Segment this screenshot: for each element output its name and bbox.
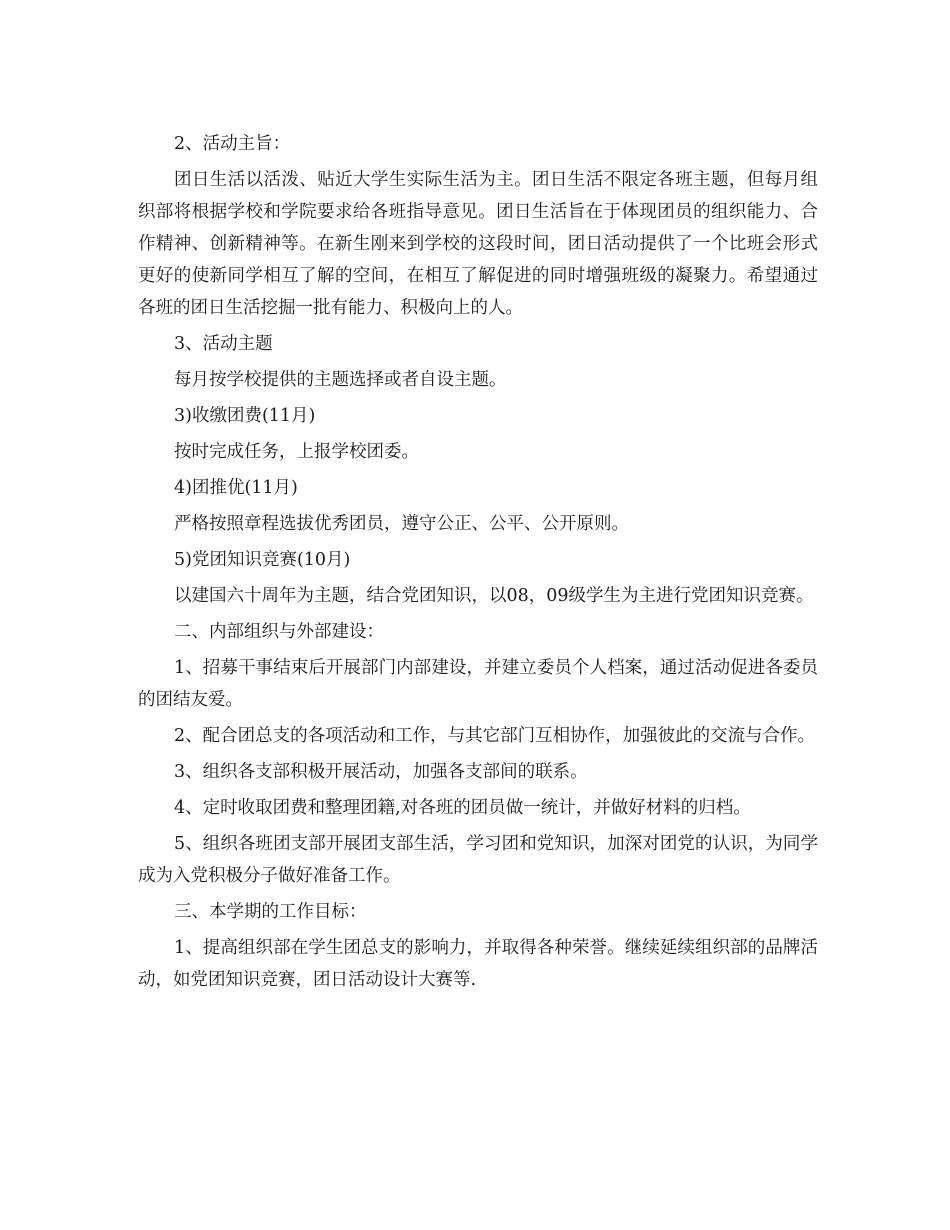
- paragraph-activity-purpose: 团日生活以活泼、贴近大学生实际生活为主。团日生活不限定各班主题，但每月组织部将根据学校和学院要求给各班指导意见。团日生活旨在于体现团员的组织能力、合作精神、创新精神等。在新生刚来到学校的这段时间，团日活动提供了一个比班会形式更好的使新同学相互了解的空间，在相互了解促进的同时增强班级的凝聚力。希望通过各班的团日生活挖掘一批有能力、积极向上的人。: [138, 170, 818, 318]
- heading-internal-external: 二、内部组织与外部建设：: [174, 622, 384, 642]
- paragraph-internal-5: 5、组织各班团支部开展团支部生活，学习团和党知识，加深对团党的认识，为同学成为入党积极分子做好准备工作。: [138, 834, 818, 886]
- paragraph-internal-1: 1、招募干事结束后开展部门内部建设，并建立委员个人档案，通过活动促进各委员的团结友爱。: [138, 658, 818, 710]
- heading-semester-goals: 三、本学期的工作目标：: [174, 902, 367, 922]
- paragraph-recommend-excellent: 严格按照章程选拔优秀团员，遵守公正、公平、公开原则。: [174, 514, 629, 534]
- paragraph-internal-3: 3、组织各支部积极开展活动，加强各支部间的联系。: [174, 762, 588, 782]
- heading-activity-theme: 3、活动主题: [174, 334, 273, 354]
- item-collect-fees: 3)收缴团费(11月): [174, 406, 316, 426]
- item-knowledge-contest: 5)党团知识竞赛(10月): [174, 550, 351, 570]
- paragraph-collect-fees: 按时完成任务，上报学校团委。: [174, 442, 419, 462]
- heading-activity-purpose: 2、活动主旨：: [174, 134, 291, 154]
- item-recommend-excellent: 4)团推优(11月): [174, 478, 298, 498]
- paragraph-internal-4: 4、定时收取团费和整理团籍,对各班的团员做一统计，并做好材料的归档。: [174, 798, 751, 818]
- paragraph-activity-theme: 每月按学校提供的主题选择或者自设主题。: [174, 370, 507, 390]
- paragraph-goal-1: 1、提高组织部在学生团总支的影响力，并取得各种荣誉。继续延续组织部的品牌活动，如党团知识竞赛，团日活动设计大赛等.: [138, 938, 818, 990]
- paragraph-internal-2: 2、配合团总支的各项活动和工作，与其它部门互相协作，加强彼此的交流与合作。: [174, 726, 816, 746]
- paragraph-knowledge-contest: 以建国六十周年为主题，结合党团知识，以08，09级学生为主进行党团知识竞赛。: [174, 586, 814, 606]
- document-page: [138, 128, 818, 1000]
